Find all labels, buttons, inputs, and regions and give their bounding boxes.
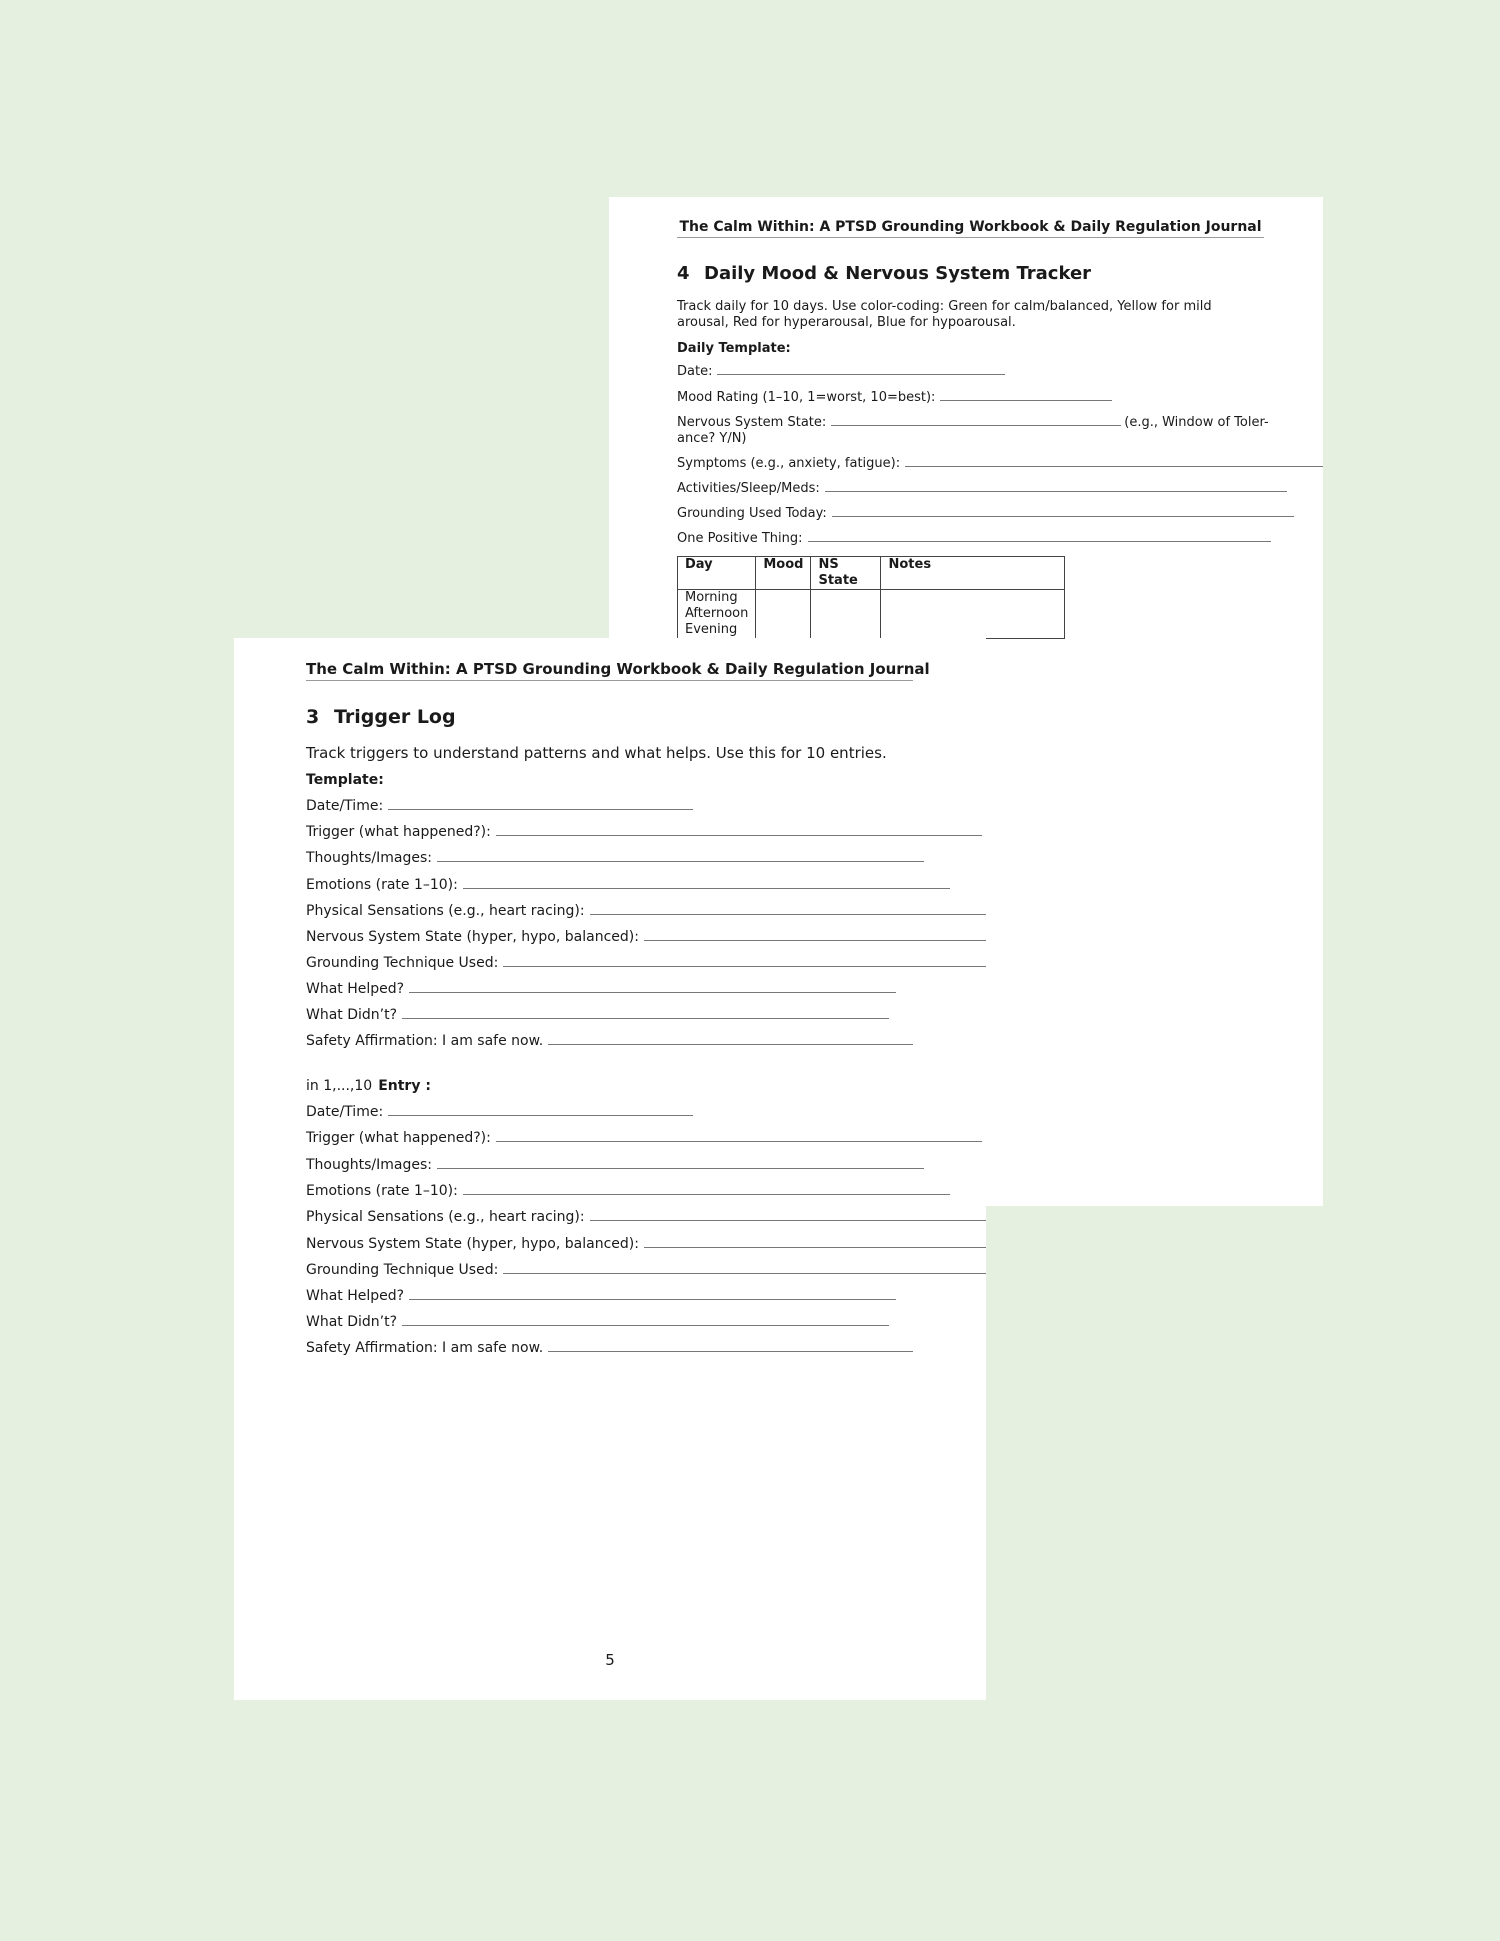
section-title-text: Trigger Log: [334, 706, 456, 728]
write-in-line[interactable]: [548, 1350, 913, 1352]
write-in-line[interactable]: [388, 808, 693, 810]
write-in-line[interactable]: [402, 1324, 889, 1326]
safety-affirmation-field: [306, 1340, 913, 1356]
write-in-line[interactable]: [831, 424, 1121, 426]
write-in-line[interactable]: [590, 1219, 986, 1221]
what-didnt-field: [306, 1314, 889, 1330]
field-label: Trigger (what happened?):: [306, 1130, 491, 1146]
symptoms-field: [677, 456, 1323, 471]
write-in-line[interactable]: [905, 465, 1323, 467]
field-label: Thoughts/Images:: [306, 850, 432, 866]
date-time-field: [306, 798, 693, 814]
field-label: Safety Affirmation: I am safe now.: [306, 1033, 544, 1049]
page-number: 5: [605, 1651, 615, 1669]
mood-rating-field: [677, 390, 1112, 405]
write-in-line[interactable]: [644, 939, 986, 941]
field-label: Nervous System State (hyper, hypo, balanced):: [306, 1236, 639, 1252]
safety-affirmation-field: [306, 1033, 913, 1049]
section-number: 3: [306, 706, 320, 728]
write-in-line[interactable]: [825, 490, 1287, 492]
emotions-field: [306, 1183, 950, 1199]
running-header: The Calm Within: A PTSD Grounding Workbook & Daily Regulation Journal: [306, 660, 913, 681]
what-helped-field: [306, 981, 896, 997]
write-in-line[interactable]: [409, 1298, 896, 1300]
thoughts-images-field: [306, 1157, 924, 1173]
field-label: What Didn’t?: [306, 1314, 398, 1330]
write-in-line[interactable]: [503, 1272, 986, 1274]
trigger-field: [306, 1130, 982, 1146]
write-in-line[interactable]: [437, 860, 924, 862]
write-in-line[interactable]: [940, 399, 1112, 401]
column-header: NS State: [811, 557, 881, 590]
entry-label: Entry :: [378, 1078, 431, 1094]
write-in-line[interactable]: [832, 515, 1294, 517]
field-label: Emotions (rate 1–10):: [306, 1183, 458, 1199]
page-3-trigger-log: [234, 638, 986, 1700]
emotions-field: [306, 877, 950, 893]
field-label: Nervous System State:: [677, 415, 827, 430]
field-label: Safety Affirmation: I am safe now.: [306, 1340, 544, 1356]
field-label: Activities/Sleep/Meds:: [677, 481, 820, 496]
day-part: Evening: [685, 622, 738, 637]
field-label: Nervous System State (hyper, hypo, balanced):: [306, 929, 639, 945]
entry-heading: [306, 1078, 431, 1094]
section-number: 4: [677, 263, 690, 284]
section-title-text: Daily Mood & Nervous System Tracker: [704, 263, 1092, 284]
field-label: Grounding Technique Used:: [306, 1262, 499, 1278]
trigger-field: [306, 824, 982, 840]
physical-sensations-field: [306, 903, 986, 919]
field-label: What Didn’t?: [306, 1007, 398, 1023]
field-label: What Helped?: [306, 1288, 405, 1304]
positive-thing-field: [677, 531, 1271, 546]
grounding-used-field: [677, 506, 1294, 521]
field-label: Grounding Technique Used:: [306, 955, 499, 971]
mood-tracker-table: [677, 556, 1065, 639]
section-intro: Track daily for 10 days. Use color-coding: Green for calm/balanced, Yellow for mild arousal, Red for hyperarousal, Blue for hypoarousal.: [677, 299, 1212, 330]
field-label: Physical Sensations (e.g., heart racing):: [306, 1209, 585, 1225]
notes-cell[interactable]: [881, 590, 1065, 639]
field-label: Physical Sensations (e.g., heart racing):: [306, 903, 585, 919]
column-header: Notes: [881, 557, 1065, 590]
field-label: Date/Time:: [306, 1104, 384, 1120]
day-part: Afternoon: [685, 606, 749, 621]
physical-sensations-field: [306, 1209, 986, 1225]
field-label: Date/Time:: [306, 798, 384, 814]
write-in-line[interactable]: [402, 1017, 889, 1019]
entry-prefix: in 1,...,10: [306, 1078, 373, 1094]
write-in-line[interactable]: [548, 1043, 913, 1045]
template-label: Daily Template:: [677, 341, 791, 356]
grounding-technique-field: [306, 1262, 986, 1278]
section-title: [677, 263, 1091, 284]
write-in-line[interactable]: [463, 1193, 950, 1195]
nervous-system-state-field: [306, 1236, 986, 1252]
field-label: One Positive Thing:: [677, 531, 803, 546]
write-in-line[interactable]: [496, 834, 982, 836]
field-label: Emotions (rate 1–10):: [306, 877, 458, 893]
write-in-line[interactable]: [496, 1140, 982, 1142]
field-label: Thoughts/Images:: [306, 1157, 432, 1173]
activities-field: [677, 481, 1287, 496]
table-row: [678, 590, 1065, 639]
field-label: Grounding Used Today:: [677, 506, 827, 521]
write-in-line[interactable]: [590, 913, 986, 915]
field-label: Mood Rating (1–10, 1=worst, 10=best):: [677, 390, 936, 405]
field-label: Symptoms (e.g., anxiety, fatigue):: [677, 456, 901, 471]
write-in-line[interactable]: [437, 1167, 924, 1169]
field-label: What Helped?: [306, 981, 405, 997]
write-in-line[interactable]: [409, 991, 896, 993]
day-part: Morning: [685, 590, 738, 605]
nervous-system-state-field: [306, 929, 986, 945]
column-header: Mood: [756, 557, 811, 590]
field-label: Date:: [677, 364, 713, 379]
write-in-line[interactable]: [463, 887, 950, 889]
write-in-line[interactable]: [644, 1246, 986, 1248]
what-didnt-field: [306, 1007, 889, 1023]
date-time-field: [306, 1104, 693, 1120]
write-in-line[interactable]: [388, 1114, 693, 1116]
write-in-line[interactable]: [717, 373, 1005, 375]
ns-state-cell[interactable]: [811, 590, 881, 639]
day-cell: [678, 590, 756, 639]
field-hint-continued: ance? Y/N): [677, 431, 747, 446]
nervous-system-state-field: [677, 415, 1269, 430]
thoughts-images-field: [306, 850, 924, 866]
field-hint: (e.g., Window of Toler-: [1124, 415, 1269, 430]
table-header-row: [678, 557, 1065, 590]
grounding-technique-field: [306, 955, 986, 971]
date-field: [677, 364, 1005, 379]
what-helped-field: [306, 1288, 896, 1304]
write-in-line[interactable]: [503, 965, 986, 967]
section-intro: Track triggers to understand patterns and what helps. Use this for 10 entries.: [306, 744, 887, 762]
write-in-line[interactable]: [808, 540, 1271, 542]
template-label: Template:: [306, 772, 384, 788]
mood-cell[interactable]: [756, 590, 811, 639]
field-label: Trigger (what happened?):: [306, 824, 491, 840]
running-header: The Calm Within: A PTSD Grounding Workbook & Daily Regulation Journal: [677, 219, 1264, 238]
column-header: Day: [678, 557, 756, 590]
section-title: [306, 706, 456, 728]
